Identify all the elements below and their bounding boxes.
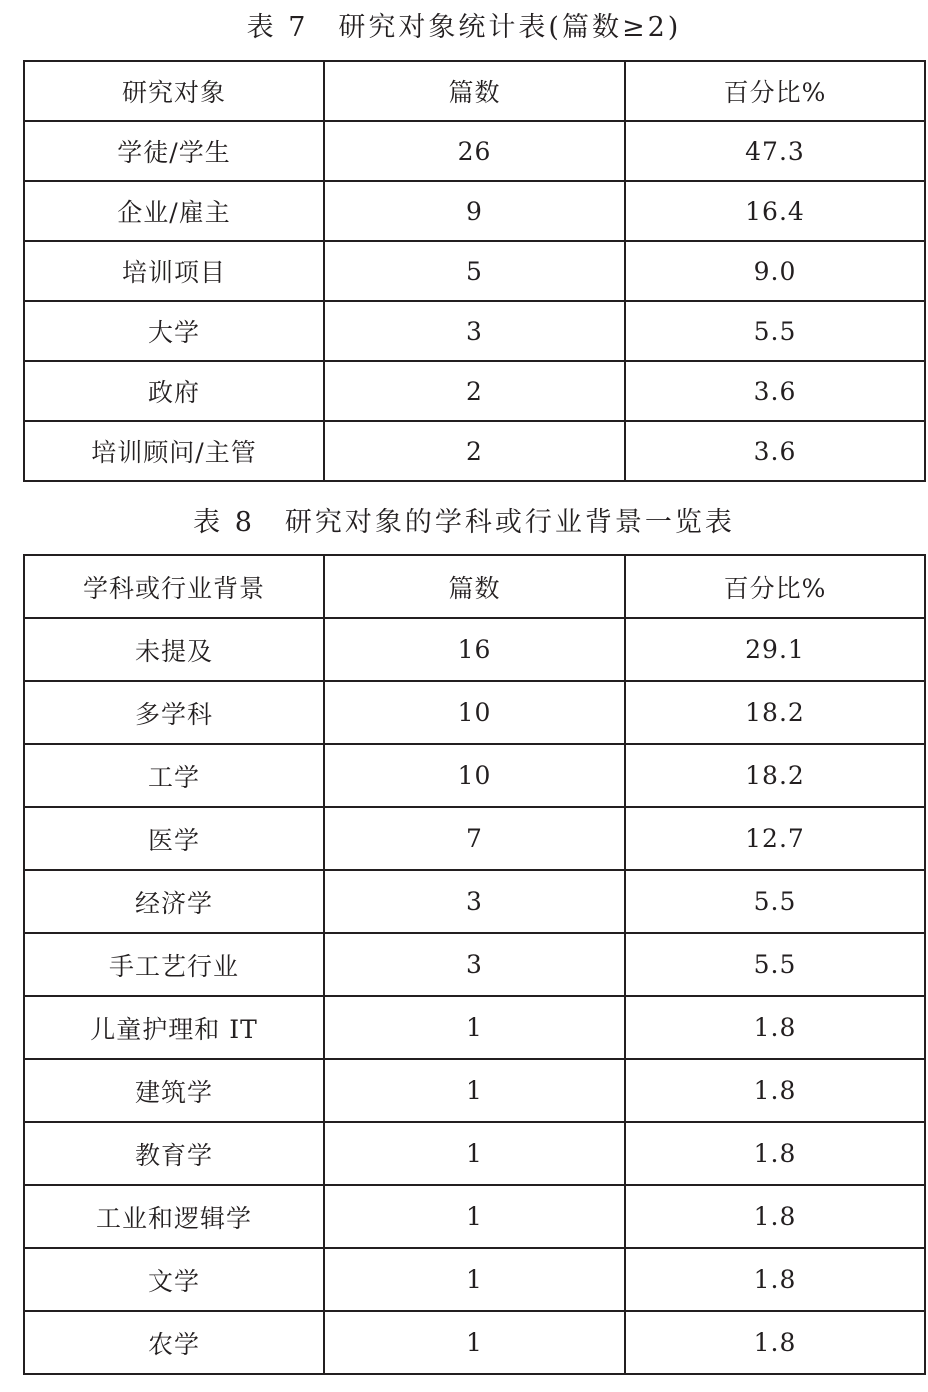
table-cell: 1.8 [625, 1059, 925, 1122]
discipline-background-table [23, 554, 926, 1375]
header-cell-discipline: 学科或行业背景 [24, 555, 324, 618]
table-cell: 培训项目 [24, 241, 324, 301]
table-cell: 3 [324, 301, 625, 361]
table-cell: 1 [324, 996, 625, 1059]
table-cell: 儿童护理和 IT [24, 996, 324, 1059]
table-cell: 政府 [24, 361, 324, 421]
table-cell: 手工艺行业 [24, 933, 324, 996]
table-cell: 47.3 [625, 121, 925, 181]
table-cell: 企业/雇主 [24, 181, 324, 241]
table-cell: 7 [324, 807, 625, 870]
table-cell: 农学 [24, 1311, 324, 1374]
table-row [24, 807, 925, 870]
table-cell: 2 [324, 361, 625, 421]
table-cell: 5.5 [625, 870, 925, 933]
header-cell-percent: 百分比% [625, 555, 925, 618]
table-cell: 1 [324, 1248, 625, 1311]
table-cell: 1.8 [625, 996, 925, 1059]
table-row [24, 421, 925, 481]
table-cell: 1.8 [625, 1122, 925, 1185]
table-cell: 学徒/学生 [24, 121, 324, 181]
research-subjects-table [23, 60, 926, 482]
table-cell: 3.6 [625, 361, 925, 421]
table-cell: 多学科 [24, 681, 324, 744]
table-row [24, 744, 925, 807]
table-row [24, 241, 925, 301]
table-cell: 10 [324, 744, 625, 807]
table-row [24, 681, 925, 744]
table-cell: 文学 [24, 1248, 324, 1311]
table-cell: 大学 [24, 301, 324, 361]
table-cell: 9.0 [625, 241, 925, 301]
table-row [24, 618, 925, 681]
table-header-row [24, 555, 925, 618]
table-row [24, 1311, 925, 1374]
table-cell: 医学 [24, 807, 324, 870]
table-cell: 1.8 [625, 1311, 925, 1374]
table-7-caption: 表 7 研究对象统计表(篇数≥2) [246, 12, 682, 43]
header-cell-count: 篇数 [324, 555, 625, 618]
table-cell: 9 [324, 181, 625, 241]
table-cell: 工学 [24, 744, 324, 807]
table-cell: 1 [324, 1185, 625, 1248]
table-cell: 5 [324, 241, 625, 301]
header-cell-count: 篇数 [324, 61, 625, 121]
table-row [24, 181, 925, 241]
table-cell: 18.2 [625, 744, 925, 807]
table-cell: 26 [324, 121, 625, 181]
table-cell: 1 [324, 1122, 625, 1185]
table-cell: 1 [324, 1311, 625, 1374]
table-cell: 16 [324, 618, 625, 681]
table-cell: 未提及 [24, 618, 324, 681]
table-cell: 建筑学 [24, 1059, 324, 1122]
table-cell: 培训顾问/主管 [24, 421, 324, 481]
table-cell: 5.5 [625, 301, 925, 361]
table-cell: 12.7 [625, 807, 925, 870]
table-cell: 3 [324, 933, 625, 996]
table-row [24, 301, 925, 361]
table-row [24, 1185, 925, 1248]
table-row [24, 996, 925, 1059]
table-cell: 1 [324, 1059, 625, 1122]
table-row [24, 1059, 925, 1122]
table-cell: 29.1 [625, 618, 925, 681]
table-cell: 经济学 [24, 870, 324, 933]
table-header-row [24, 61, 925, 121]
table-cell: 1.8 [625, 1248, 925, 1311]
header-cell-subject: 研究对象 [24, 61, 324, 121]
table-row [24, 361, 925, 421]
table-cell: 10 [324, 681, 625, 744]
header-cell-percent: 百分比% [625, 61, 925, 121]
table-cell: 3 [324, 870, 625, 933]
table-row [24, 1248, 925, 1311]
table-cell: 5.5 [625, 933, 925, 996]
table-row [24, 121, 925, 181]
table-cell: 教育学 [24, 1122, 324, 1185]
table-row [24, 1122, 925, 1185]
table-cell: 18.2 [625, 681, 925, 744]
table-cell: 工业和逻辑学 [24, 1185, 324, 1248]
table-row [24, 933, 925, 996]
table-cell: 1.8 [625, 1185, 925, 1248]
table-cell: 16.4 [625, 181, 925, 241]
table-8-caption: 表 8 研究对象的学科或行业背景一览表 [193, 507, 735, 538]
table-row [24, 870, 925, 933]
table-cell: 2 [324, 421, 625, 481]
table-cell: 3.6 [625, 421, 925, 481]
